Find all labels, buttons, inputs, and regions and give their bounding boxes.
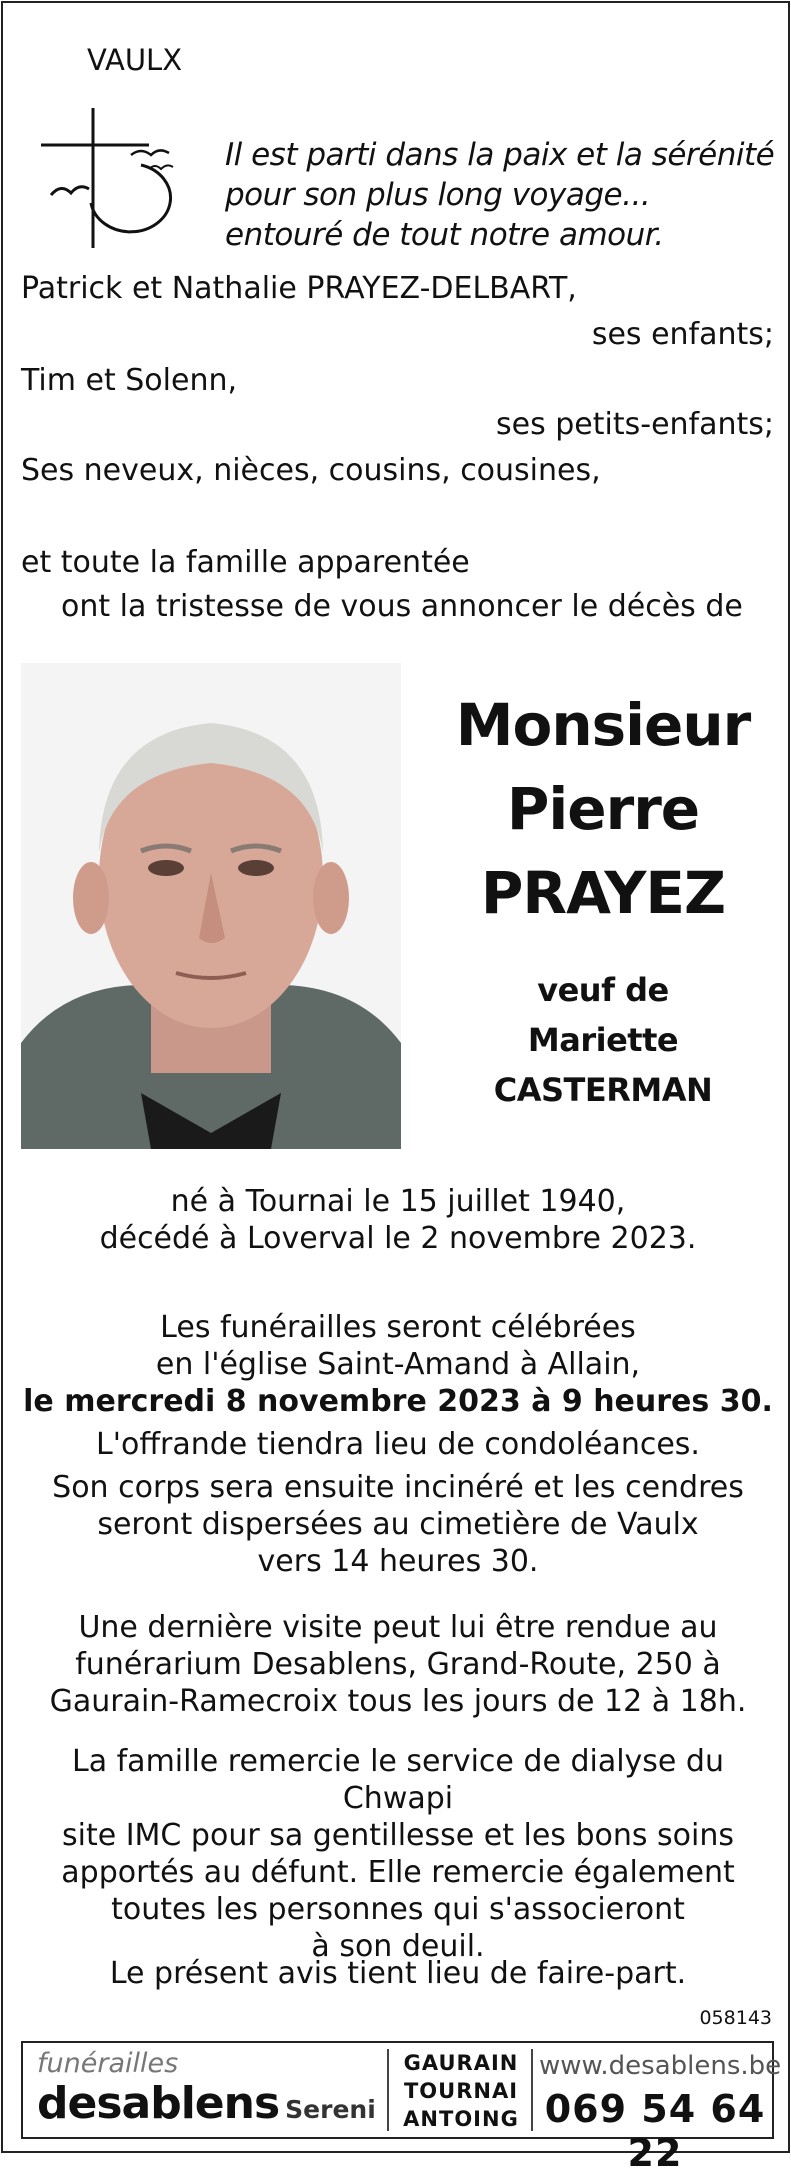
church-line: en l'église Saint-Amand à Allain, (155, 1347, 641, 1382)
reference-number: 058143 (699, 2007, 772, 2029)
spouse-name: Mariette CASTERMAN (493, 1021, 713, 1109)
death-line: décédé à Loverval le 2 novembre 2023. (99, 1221, 697, 1256)
visit-line: Une dernière visite peut lui être rendue au (78, 1610, 718, 1645)
brand-main: desablens (37, 2078, 280, 2129)
birth-death-dates (13, 1183, 783, 1257)
town-gaurain: GAURAIN (403, 2051, 519, 2075)
children-role: ses enfants; (591, 317, 774, 352)
announcement-line: ont la tristesse de vous annoncer le décès de (61, 589, 743, 624)
funeral-details (13, 1309, 783, 1580)
phone-number[interactable]: 069 54 64 22 (544, 2087, 766, 2175)
thanks-line: La famille remercie le service de dialyse du Chwapi (71, 1744, 724, 1816)
brand-top: funérailles (37, 2048, 179, 2079)
visit-line: funérarium Desablens, Grand-Route, 250 à (75, 1647, 721, 1682)
cross-birds-icon (31, 103, 181, 253)
children-names: Patrick et Nathalie PRAYEZ-DELBART, (21, 271, 577, 306)
footer-divider (387, 2049, 389, 2131)
offering-line: L'offrande tiendra lieu de condoléances. (96, 1427, 700, 1462)
epitaph (225, 135, 774, 255)
cremation-line: vers 14 heures 30. (257, 1544, 539, 1579)
deceased-title: Monsieur (455, 691, 751, 759)
footer-towns (395, 2049, 527, 2133)
grandchildren-role: ses petits-enfants; (496, 407, 774, 442)
visit-details (13, 1609, 783, 1720)
portrait-photo (21, 663, 401, 1149)
brand-sub: Sereni (285, 2095, 376, 2124)
thanks-line: à son deuil. (311, 1929, 485, 1964)
cremation-line: seront dispersées au cimetière de Vaulx (97, 1507, 699, 1542)
grandchildren-names: Tim et Solenn, (21, 363, 238, 398)
extended-family-line: et toute la famille apparentée (21, 545, 470, 580)
funeral-line: Les funérailles seront célébrées (160, 1310, 636, 1345)
thanks-line: apportés au défunt. Elle remercie également (61, 1855, 735, 1890)
visit-line: Gaurain-Ramecroix tous les jours de 12 à 18h. (49, 1684, 747, 1719)
cremation-line: Son corps sera ensuite incinéré et les cendres (52, 1470, 744, 1505)
deceased-first-name: Pierre (506, 775, 700, 843)
funeral-home-logo (37, 2049, 376, 2129)
website-link[interactable]: www.desablens.be (539, 2051, 782, 2081)
funeral-home-banner (21, 2041, 782, 2175)
relatives-line: Ses neveux, nièces, cousins, cousines, (21, 453, 601, 488)
thanks-line: toutes les personnes qui s'associeront (111, 1892, 685, 1927)
epitaph-line: pour son plus long voyage... (225, 177, 651, 213)
deceased-last-name: PRAYEZ (480, 859, 726, 927)
thanks-details (13, 1743, 783, 1965)
footer-divider (531, 2049, 533, 2131)
town-antoing: ANTOING (403, 2107, 519, 2131)
thanks-line: site IMC pour sa gentillesse et les bons soins (61, 1818, 734, 1853)
widow-label: veuf de (537, 971, 669, 1009)
epitaph-line: entouré de tout notre amour. (225, 217, 664, 253)
obituary-notice (1, 1, 790, 2175)
birth-line: né à Tournai le 15 juillet 1940, (170, 1184, 626, 1219)
closing-line: Le présent avis tient lieu de faire-part. (109, 1956, 687, 1991)
epitaph-line: Il est parti dans la paix et la sérénité (225, 137, 775, 173)
town-name: VAULX (87, 43, 183, 77)
town-tournai: TOURNAI (403, 2079, 519, 2103)
funeral-date: le mercredi 8 novembre 2023 à 9 heures 30. (23, 1384, 773, 1419)
